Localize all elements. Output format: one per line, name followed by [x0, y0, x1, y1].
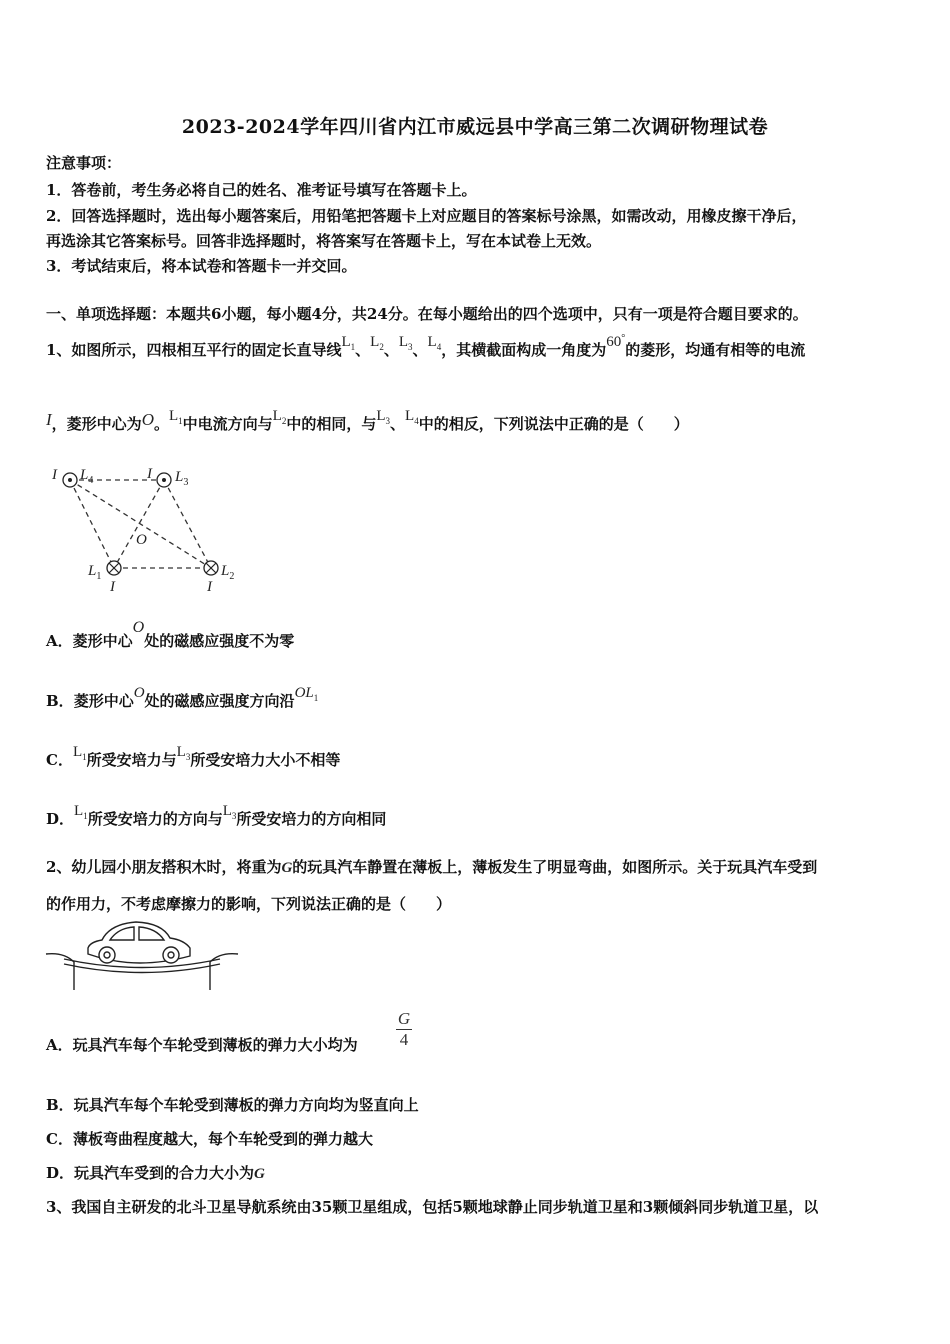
q3-stem-line1: 3、我国自主研发的北斗卫星导航系统由35颗卫星组成，包括5颗地球静止同步轨道卫星和3颗倾斜同步轨道卫星，以: [46, 1198, 819, 1216]
wire-L3-ref: $L_3$: [376, 408, 391, 426]
bent-board-bottom: [64, 964, 220, 973]
wire-L4-ref: $L_4$: [405, 408, 419, 426]
wire-L1-cross-icon: [107, 561, 121, 575]
fig-center-O: O: [136, 532, 147, 548]
q1-stem-prefix: 1、如图所示，四根相互平行的固定长直导线: [46, 341, 342, 359]
fig-label-L4: $L_4$: [80, 467, 94, 486]
wire-L2: $L_2$: [370, 334, 384, 352]
left-support: [46, 954, 74, 990]
center-symbol: O: [141, 410, 154, 429]
edge-L4-L1: [70, 480, 114, 568]
right-support: [210, 954, 238, 990]
fraction-G-over-4: $\frac{G}{4}$: [397, 1009, 411, 1049]
fig-label-L1: $L_1$: [88, 563, 102, 582]
section-heading: 一、单项选择题：本题共6小题，每小题4分，共24分。在每小题给出的四个选项中，只有一项是符合题目要求的。: [46, 305, 808, 323]
q2-option-a[interactable]: A．玩具汽车每个车轮受到薄板的弹力大小均为: [46, 1036, 358, 1054]
notice-item-2-cont: 再选涂其它答案标号。回答非选择题时，将答案写在答题卡上，写在本试卷上无效。: [46, 232, 602, 250]
wire-L3-dot-icon: [157, 473, 171, 487]
wire-L1: $L_1$: [341, 334, 356, 352]
q2-option-c[interactable]: C．薄板弯曲程度越大，每个车轮受到的弹力越大: [46, 1130, 373, 1148]
q2-option-d[interactable]: D．玩具汽车受到的合力大小为G: [46, 1164, 265, 1182]
q2-stem-line1: 2、幼儿园小朋友搭积木时，将重为G的玩具汽车静置在薄板上，薄板发生了明显弯曲，如图所示。关于玩具汽车受到: [46, 858, 818, 876]
car-wheel-right-icon: [163, 947, 179, 963]
wire-L4-dot-icon: [63, 473, 77, 487]
car-window-rear: [139, 927, 164, 940]
q1-option-d[interactable]: D．$L_1$所受安培力的方向与$L_3$所受安培力的方向相同: [46, 803, 387, 828]
wire-L3: $L_3$: [398, 334, 413, 352]
notice-heading: 注意事项：: [46, 154, 122, 172]
diagonal-L3-L1: [114, 480, 164, 568]
car-on-board-figure: [44, 918, 240, 994]
fig-label-L2: $L_2$: [221, 563, 235, 582]
wire-L2-cross-icon: [204, 561, 218, 575]
fig-label-L3: $L_3$: [175, 469, 189, 488]
notice-item-2: 2．回答选择题时，选出每小题答案后，用铅笔把答题卡上对应题目的答案标号涂黑，如需改动，用橡皮擦干净后，: [46, 207, 807, 225]
q2-stem-line2: 的作用力，不考虑摩擦力的影响，下列说法正确的是（ ）: [46, 895, 452, 913]
wire-L4: $L_4$: [427, 334, 442, 352]
notice-item-1: 1．答卷前，考生务必将自己的姓名、准考证号填写在答题卡上。: [46, 181, 477, 199]
page-title: 2023-2024学年四川省内江市威远县中学高三第二次调研物理试卷: [181, 116, 769, 138]
current-symbol: I: [46, 410, 52, 429]
angle-value: 60°: [606, 333, 626, 350]
q1-stem-line2: I，菱形中心为O。$L_1$中电流方向与$L_2$中的相同，与$L_3$、$L_4$中的相反，下列说法中正确的是（ ）: [46, 408, 689, 433]
direction-OL1: $OL_1$: [294, 685, 319, 703]
q1-option-c[interactable]: C．$L_1$所受安培力与$L_3$所受安培力大小不相等: [46, 744, 341, 769]
notice-item-3: 3．考试结束后，将本试卷和答题卡一并交回。: [46, 257, 357, 275]
wire-L2-ref: $L_2$: [272, 408, 287, 426]
fig-current-I2: I: [207, 579, 212, 595]
rhombus-figure: [44, 460, 254, 595]
diagonal-L4-L2: [70, 480, 211, 568]
car-window-front: [110, 927, 134, 940]
fig-current-I3: I: [147, 466, 152, 482]
q1-stem-line1: 1、如图所示，四根相互平行的固定长直导线$L_1$、$L_2$、$L_3$、$L_4$，其横截面构成一角度为60°的菱形，均通有相等的电流: [46, 333, 806, 359]
rhombus-lines: [70, 480, 211, 568]
q1-option-b[interactable]: B．菱形中心O处的磁感应强度方向沿$OL_1$: [46, 685, 319, 710]
q1-option-a[interactable]: A．菱形中心O处的磁感应强度不为零: [46, 619, 295, 650]
edge-L3-L2: [164, 480, 211, 568]
car-wheel-left-icon: [99, 947, 115, 963]
fig-current-I4: I: [52, 467, 57, 483]
wire-L1-ref: $L_1$: [168, 408, 183, 426]
q2-option-b[interactable]: B．玩具汽车每个车轮受到薄板的弹力方向均为竖直向上: [46, 1096, 419, 1114]
fig-current-I1: I: [110, 579, 115, 595]
